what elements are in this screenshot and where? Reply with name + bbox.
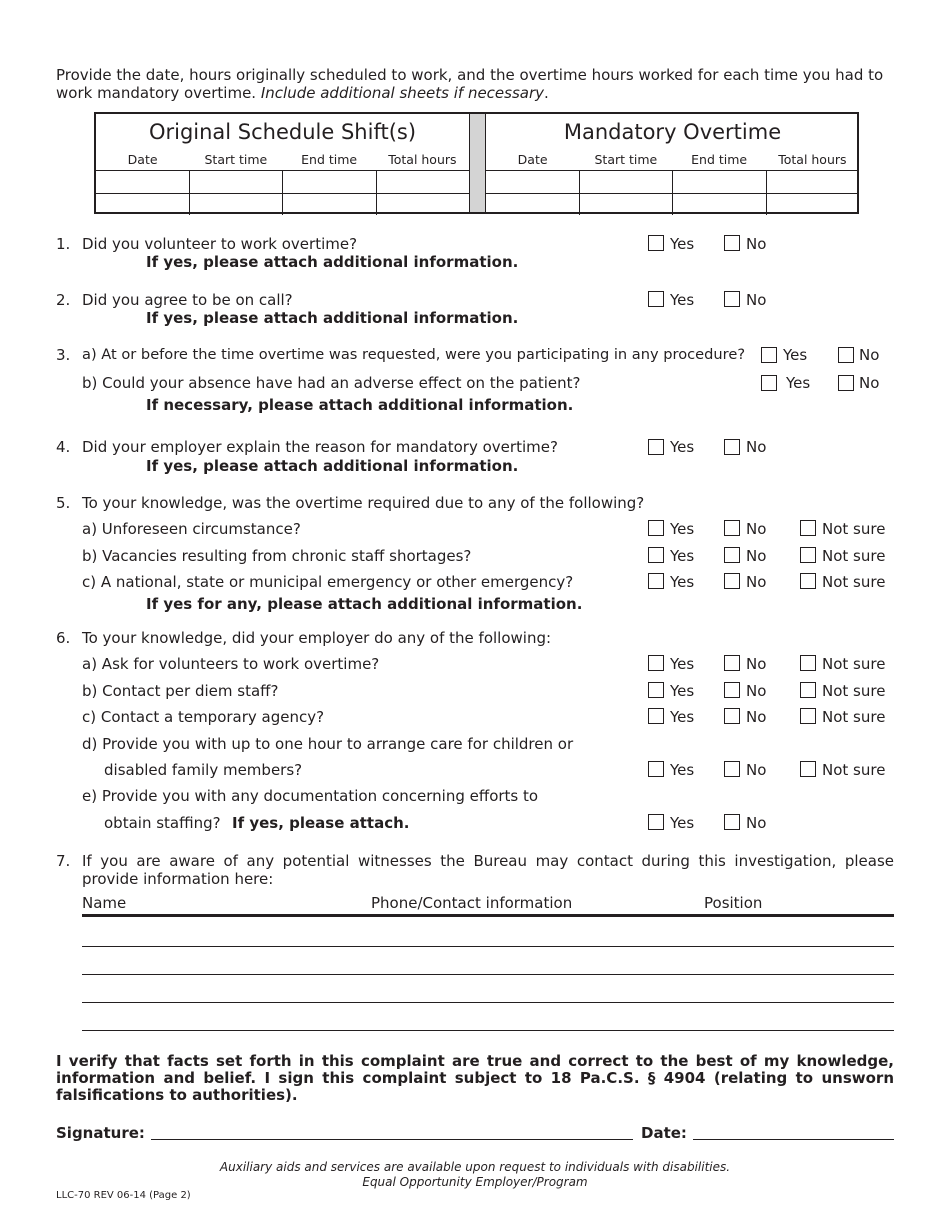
no-label: No <box>746 438 767 456</box>
mandatory-overtime-section <box>486 114 859 212</box>
not-sure-label: Not sure <box>822 761 886 779</box>
q3b-yes-checkbox[interactable] <box>761 375 777 391</box>
date-line[interactable] <box>693 1139 894 1140</box>
table-divider <box>469 114 486 212</box>
yes-label: Yes <box>670 520 695 538</box>
table-cell[interactable] <box>673 171 767 193</box>
yes-label: Yes <box>786 374 811 392</box>
q4-text: Did your employer explain the reason for mandatory overtime? <box>82 438 558 456</box>
witness-line[interactable] <box>82 946 894 947</box>
footer-accessibility: Auxiliary aids and services are available upon request to individuals with disabilities. <box>219 1160 731 1174</box>
witness-line[interactable] <box>82 1002 894 1003</box>
yes-label: Yes <box>670 573 695 591</box>
no-label: No <box>746 655 767 673</box>
table-cell[interactable] <box>580 171 674 193</box>
col-total-hours: Total hours <box>778 152 847 167</box>
not-sure-label: Not sure <box>822 708 886 726</box>
q6d-no-checkbox[interactable] <box>724 761 740 777</box>
no-label: No <box>746 814 767 832</box>
q5a-yes-checkbox[interactable] <box>648 520 664 536</box>
form-number: LLC-70 REV 06-14 (Page 2) <box>56 1190 191 1201</box>
q6a-not-sure-checkbox[interactable] <box>800 655 816 671</box>
witness-line[interactable] <box>82 1030 894 1031</box>
instructions: Provide the date, hours originally scheduled to work, and the overtime hours worked for each time you had to work mandatory overtime. Include additional sheets if necessary. <box>56 66 884 102</box>
q5c-not-sure-checkbox[interactable] <box>800 573 816 589</box>
yes-label: Yes <box>670 547 695 565</box>
schedule-table <box>94 112 859 214</box>
q5-note: If yes for any, please attach additional information. <box>146 595 583 613</box>
no-label: No <box>859 374 880 392</box>
q5b-yes-checkbox[interactable] <box>648 547 664 563</box>
col-total-hours: Total hours <box>388 152 457 167</box>
not-sure-label: Not sure <box>822 573 886 591</box>
q4-number: 4. <box>56 438 71 456</box>
col-end-time: End time <box>691 152 748 167</box>
q3a-text: a) At or before the time overtime was requested, were you participating in any procedure? <box>82 346 746 363</box>
col-end-time: End time <box>301 152 358 167</box>
witness-col-phone: Phone/Contact information <box>371 894 573 912</box>
no-label: No <box>746 573 767 591</box>
table-cell[interactable] <box>673 194 767 215</box>
col-start-time: Start time <box>204 152 268 167</box>
table-cell[interactable] <box>190 194 284 215</box>
q6b-text: b) Contact per diem staff? <box>82 682 279 700</box>
yes-label: Yes <box>670 682 695 700</box>
yes-label: Yes <box>783 346 808 364</box>
q2-yes-checkbox[interactable] <box>648 291 664 307</box>
no-label: No <box>746 761 767 779</box>
q3b-no-checkbox[interactable] <box>838 375 854 391</box>
original-schedule-section <box>96 114 469 212</box>
q6e-note: If yes, please attach. <box>232 814 410 832</box>
q1-text: Did you volunteer to work overtime? <box>82 235 358 253</box>
yes-label: Yes <box>670 708 695 726</box>
q5a-no-checkbox[interactable] <box>724 520 740 536</box>
no-label: No <box>746 291 767 309</box>
col-date: Date <box>517 152 548 167</box>
not-sure-label: Not sure <box>822 520 886 538</box>
witness-line[interactable] <box>82 974 894 975</box>
q6e-yes-checkbox[interactable] <box>648 814 664 830</box>
table-cell[interactable] <box>486 171 580 193</box>
no-label: No <box>746 708 767 726</box>
q3-note: If necessary, please attach additional information. <box>146 396 574 414</box>
original-schedule-title: Original Schedule Shift(s) <box>148 120 417 144</box>
yes-label: Yes <box>670 761 695 779</box>
table-cell[interactable] <box>377 194 470 215</box>
yes-label: Yes <box>670 235 695 253</box>
table-cell[interactable] <box>283 194 377 215</box>
q5-number: 5. <box>56 494 71 512</box>
q7-text: If you are aware of any potential witnesses the Bureau may contact during this investigation, please provide information here: <box>82 852 894 888</box>
instructions-text: Provide the date, hours originally scheduled to work, and the overtime hours worked for each time you had to work mandatory overtime. <box>56 66 884 102</box>
table-cell[interactable] <box>486 194 580 215</box>
q2-no-checkbox[interactable] <box>724 291 740 307</box>
q6c-text: c) Contact a temporary agency? <box>82 708 325 726</box>
q6d-yes-checkbox[interactable] <box>648 761 664 777</box>
table-cell[interactable] <box>190 171 284 193</box>
table-cell[interactable] <box>767 171 860 193</box>
q7-number: 7. <box>56 852 71 870</box>
q6c-not-sure-checkbox[interactable] <box>800 708 816 724</box>
q6a-no-checkbox[interactable] <box>724 655 740 671</box>
table-cell[interactable] <box>283 171 377 193</box>
q6b-yes-checkbox[interactable] <box>648 682 664 698</box>
q6c-yes-checkbox[interactable] <box>648 708 664 724</box>
q6-text: To your knowledge, did your employer do any of the following: <box>82 629 552 647</box>
q6a-text: a) Ask for volunteers to work overtime? <box>82 655 380 673</box>
table-cell[interactable] <box>767 194 860 215</box>
q6e-no-checkbox[interactable] <box>724 814 740 830</box>
q6b-no-checkbox[interactable] <box>724 682 740 698</box>
col-start-time: Start time <box>594 152 658 167</box>
q6e-text-line1: e) Provide you with any documentation concerning efforts to <box>82 787 539 805</box>
mandatory-overtime-title: Mandatory Overtime <box>563 120 782 144</box>
not-sure-label: Not sure <box>822 655 886 673</box>
date-label: Date: <box>641 1124 687 1142</box>
q6e-text-line2: obtain staffing? <box>104 814 221 832</box>
q4-note: If yes, please attach additional information. <box>146 457 519 475</box>
q1-number: 1. <box>56 235 71 253</box>
instructions-italic: Include additional sheets if necessary <box>260 84 545 102</box>
q6a-yes-checkbox[interactable] <box>648 655 664 671</box>
witness-header-rule <box>82 914 894 917</box>
no-label: No <box>746 235 767 253</box>
q4-yes-checkbox[interactable] <box>648 439 664 455</box>
q1-no-checkbox[interactable] <box>724 235 740 251</box>
q6d-text-line2: disabled family members? <box>104 761 303 779</box>
q6-number: 6. <box>56 629 71 647</box>
q3b-text: b) Could your absence have had an adverse effect on the patient? <box>82 374 581 392</box>
table-cell[interactable] <box>377 171 470 193</box>
q2-number: 2. <box>56 291 71 309</box>
no-label: No <box>746 520 767 538</box>
q6b-not-sure-checkbox[interactable] <box>800 682 816 698</box>
col-date: Date <box>127 152 158 167</box>
signature-label: Signature: <box>56 1124 145 1142</box>
table-cell[interactable] <box>580 194 674 215</box>
q6d-text-line1: d) Provide you with up to one hour to arrange care for children or <box>82 735 574 753</box>
q3a-no-checkbox[interactable] <box>838 347 854 363</box>
q5a-text: a) Unforeseen circumstance? <box>82 520 301 538</box>
q6c-no-checkbox[interactable] <box>724 708 740 724</box>
q6d-not-sure-checkbox[interactable] <box>800 761 816 777</box>
footer-eoe: Equal Opportunity Employer/Program <box>362 1175 588 1189</box>
q5c-text: c) A national, state or municipal emergency or other emergency? <box>82 573 574 591</box>
q5c-yes-checkbox[interactable] <box>648 573 664 589</box>
witness-col-position: Position <box>704 894 763 912</box>
yes-label: Yes <box>670 814 695 832</box>
table-cell[interactable] <box>96 194 190 215</box>
not-sure-label: Not sure <box>822 682 886 700</box>
not-sure-label: Not sure <box>822 547 886 565</box>
no-label: No <box>746 682 767 700</box>
q1-note: If yes, please attach additional information. <box>146 253 519 271</box>
witness-col-name: Name <box>82 894 127 912</box>
yes-label: Yes <box>670 291 695 309</box>
table-cell[interactable] <box>96 171 190 193</box>
q5b-not-sure-checkbox[interactable] <box>800 547 816 563</box>
q4-no-checkbox[interactable] <box>724 439 740 455</box>
q5c-no-checkbox[interactable] <box>724 573 740 589</box>
q2-note: If yes, please attach additional information. <box>146 309 519 327</box>
q5-text: To your knowledge, was the overtime required due to any of the following? <box>82 494 645 512</box>
q2-text: Did you agree to be on call? <box>82 291 293 309</box>
q3a-yes-checkbox[interactable] <box>761 347 777 363</box>
no-label: No <box>746 547 767 565</box>
signature-line[interactable] <box>151 1139 633 1140</box>
q5b-no-checkbox[interactable] <box>724 547 740 563</box>
yes-label: Yes <box>670 438 695 456</box>
yes-label: Yes <box>670 655 695 673</box>
q5a-not-sure-checkbox[interactable] <box>800 520 816 536</box>
no-label: No <box>859 346 880 364</box>
verification-statement: I verify that facts set forth in this complaint are true and correct to the best of my knowledge, information and belief. I sign this complaint subject to 18 Pa.C.S. § 4904 (relating to unsworn falsifications to authorities). <box>56 1052 894 1104</box>
q3-number: 3. <box>56 346 71 364</box>
q5b-text: b) Vacancies resulting from chronic staff shortages? <box>82 547 472 565</box>
q1-yes-checkbox[interactable] <box>648 235 664 251</box>
